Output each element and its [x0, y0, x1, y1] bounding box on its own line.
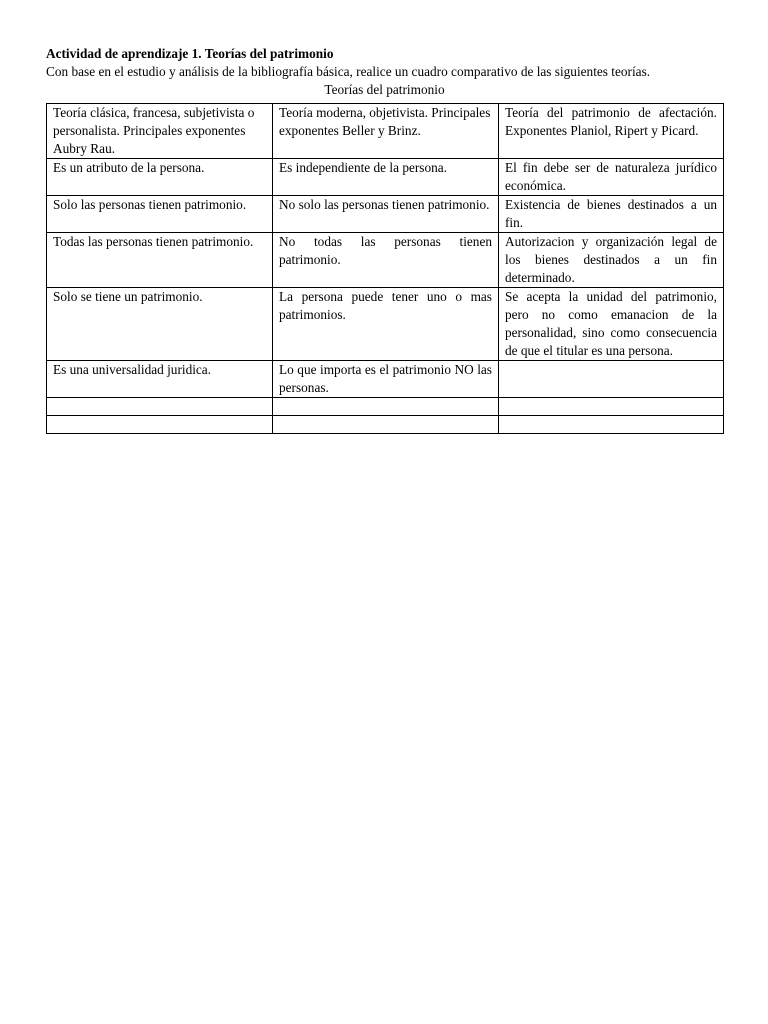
activity-heading: Actividad de aprendizaje 1. Teorías del patrimonio	[46, 46, 334, 61]
header-classic-theory: Teoría clásica, francesa, subjetivista o personalista. Principales exponentes Aubry Rau.	[47, 104, 273, 159]
table-cell	[499, 416, 724, 434]
table-cell: Todas las personas tienen patrimonio.	[47, 233, 273, 288]
table-row	[47, 288, 724, 361]
table-cell: Se acepta la unidad del patrimonio, pero no como emanacion de la personalidad, sino como consecuencia de que el titular es una persona.	[499, 288, 724, 361]
table-cell: Es independiente de la persona.	[273, 159, 499, 196]
table-cell: Solo las personas tienen patrimonio.	[47, 196, 273, 233]
table-row	[47, 159, 724, 196]
table-row	[47, 233, 724, 288]
table-row	[47, 196, 724, 233]
table-cell: El fin debe ser de naturaleza jurídico económica.	[499, 159, 724, 196]
table-cell	[273, 416, 499, 434]
table-cell	[47, 398, 273, 416]
header-modern-theory: Teoría moderna, objetivista. Principales exponentes Beller y Brinz.	[273, 104, 499, 159]
table-cell	[499, 361, 724, 398]
table-header-row	[47, 104, 724, 159]
document-page	[46, 45, 723, 434]
empty-table-row	[47, 398, 724, 416]
comparison-table	[46, 103, 724, 434]
table-cell	[47, 416, 273, 434]
table-cell: Solo se tiene un patrimonio.	[47, 288, 273, 361]
table-row	[47, 361, 724, 398]
table-caption: Teorías del patrimonio	[324, 82, 445, 97]
table-cell: La persona puede tener uno o mas patrimonios.	[273, 288, 499, 361]
activity-instructions: Con base en el estudio y análisis de la bibliografía básica, realice un cuadro comparativo de las siguientes teorías.	[46, 64, 651, 79]
table-cell	[499, 398, 724, 416]
table-cell: No todas las personas tienen patrimonio.	[273, 233, 499, 288]
table-cell: Es una universalidad juridica.	[47, 361, 273, 398]
table-cell	[273, 398, 499, 416]
header-affectation-theory: Teoría del patrimonio de afectación. Exponentes Planiol, Ripert y Picard.	[499, 104, 724, 159]
table-cell: Autorizacion y organización legal de los bienes destinados a un fin determinado.	[499, 233, 724, 288]
table-cell: Es un atributo de la persona.	[47, 159, 273, 196]
table-cell: Existencia de bienes destinados a un fin.	[499, 196, 724, 233]
table-cell: No solo las personas tienen patrimonio.	[273, 196, 499, 233]
empty-table-row	[47, 416, 724, 434]
table-cell: Lo que importa es el patrimonio NO las personas.	[273, 361, 499, 398]
